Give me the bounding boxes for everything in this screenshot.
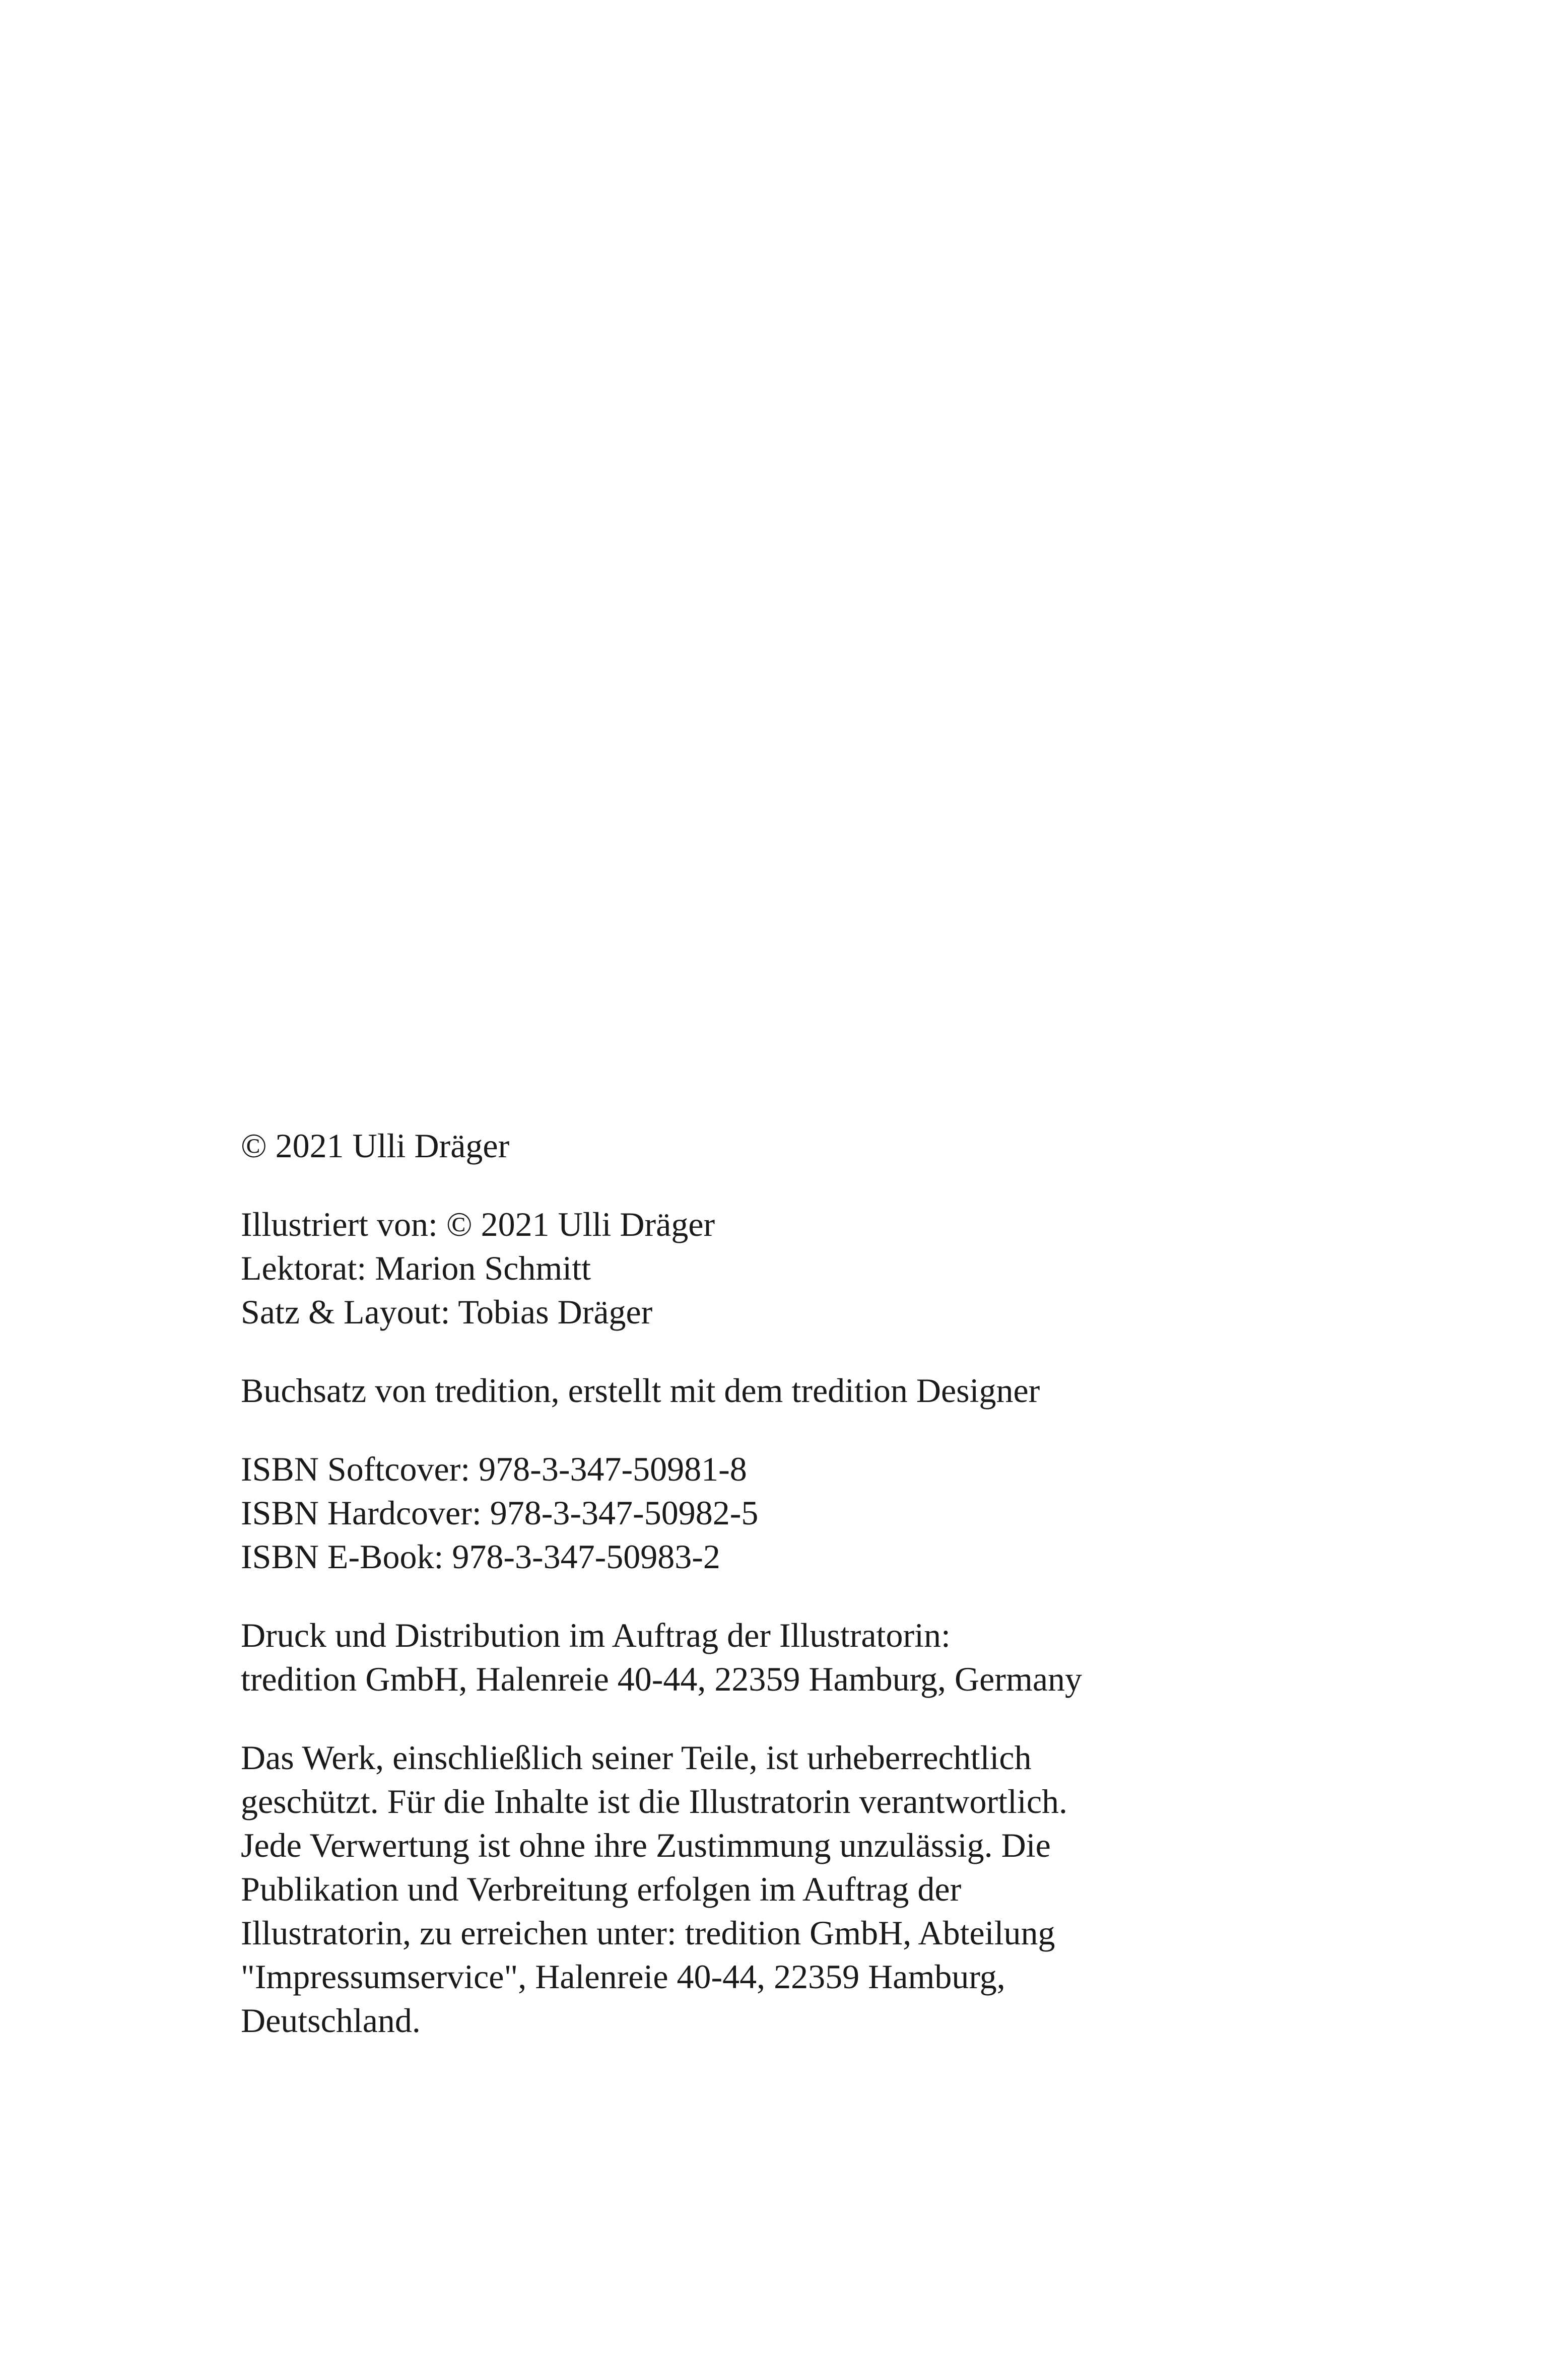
- illustrator-credit: Illustriert von: © 2021 Ulli Dräger: [241, 1205, 715, 1243]
- editor-credit: Lektorat: Marion Schmitt: [241, 1249, 591, 1287]
- credits-paragraph: [241, 1203, 1248, 1334]
- copyright-line: © 2021 Ulli Dräger: [241, 1127, 510, 1165]
- isbn-ebook: ISBN E-Book: 978-3-347-50983-2: [241, 1537, 720, 1576]
- distribution-line: tredition GmbH, Halenreie 40-44, 22359 Hamburg, Germany: [241, 1660, 1083, 1698]
- isbn-paragraph: [241, 1447, 1248, 1579]
- legal-line: "Impressumservice", Halenreie 40-44, 22359 Hamburg,: [241, 1957, 1005, 1996]
- legal-line: Das Werk, einschließlich seiner Teile, ist urheberrechtlich: [241, 1738, 1032, 1777]
- legal-line: Deutschland.: [241, 2001, 421, 2040]
- legal-line: Publikation und Verbreitung erfolgen im Auftrag der: [241, 1870, 962, 1908]
- layout-credit: Satz & Layout: Tobias Dräger: [241, 1293, 653, 1331]
- legal-line: geschützt. Für die Inhalte ist die Illustratorin verantwortlich.: [241, 1782, 1067, 1821]
- legal-line: Jede Verwertung ist ohne ihre Zustimmung unzulässig. Die: [241, 1826, 1051, 1864]
- legal-line: Illustratorin, zu erreichen unter: tredition GmbH, Abteilung: [241, 1914, 1055, 1952]
- distribution-paragraph: [241, 1614, 1248, 1701]
- distribution-line: Druck und Distribution im Auftrag der Illustratorin:: [241, 1616, 951, 1654]
- isbn-hardcover: ISBN Hardcover: 978-3-347-50982-5: [241, 1494, 759, 1532]
- legal-paragraph: [241, 1736, 1248, 2043]
- imprint-block: [241, 1124, 1248, 2043]
- typesetting-line: Buchsatz von tredition, erstellt mit dem tredition Designer: [241, 1371, 1040, 1410]
- typesetting-paragraph: [241, 1369, 1248, 1413]
- isbn-softcover: ISBN Softcover: 978-3-347-50981-8: [241, 1450, 747, 1488]
- copyright-paragraph: [241, 1124, 1248, 1168]
